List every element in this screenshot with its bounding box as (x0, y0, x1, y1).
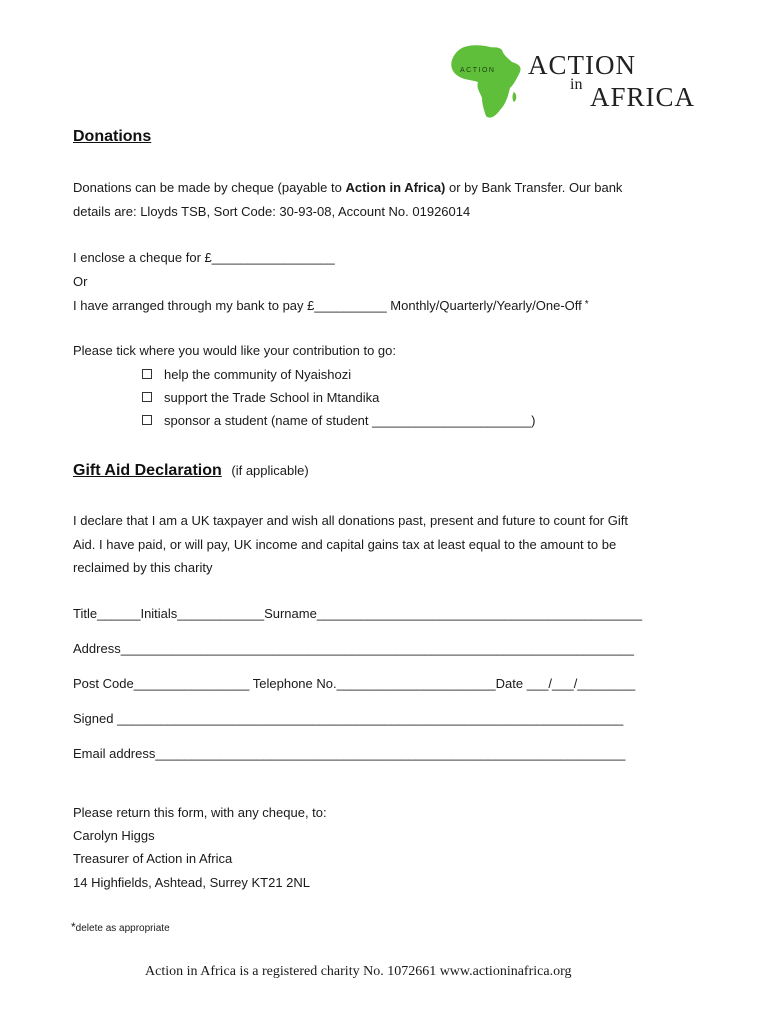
donations-bank-details: details are: Lloyds TSB, Sort Code: 30-93-08, Account No. 01926014 (73, 204, 471, 219)
checkbox-sponsor-student[interactable] (142, 415, 152, 425)
footnote (71, 920, 170, 934)
return-name: Carolyn Higgs (73, 828, 155, 843)
bank-transfer-text: I have arranged through my bank to pay £__________ Monthly/Quarterly/Yearly/One-Off (73, 298, 582, 313)
logo-line1: ACTION (528, 50, 636, 80)
return-instructions: Please return this form, with any cheque, to: (73, 805, 327, 820)
or-text: Or (73, 274, 88, 289)
checkbox-nyaishozi[interactable] (142, 369, 152, 379)
return-address: 14 Highfields, Ashtead, Surrey KT21 2NL (73, 875, 311, 890)
donations-intro-bold: Action in Africa) (345, 180, 446, 195)
africa-map-icon (448, 42, 526, 122)
footnote-text: delete as appropriate (75, 923, 170, 934)
return-role: Treasurer of Action in Africa (73, 851, 233, 866)
option-label: support the Trade School in Mtandika (164, 390, 380, 405)
postcode-phone-date-field[interactable]: Post Code________________ Telephone No.______________________Date ___/___/________ (73, 676, 636, 691)
email-field[interactable]: Email address_________________________________________________________________ (73, 746, 626, 761)
option-trade-school[interactable] (142, 390, 379, 406)
title-initials-surname-field[interactable]: Title______Initials____________Surname_____________________________________________ (73, 606, 643, 621)
charity-footer: Action in Africa is a registered charity No. 1072661 www.actioninafrica.org (145, 964, 572, 979)
gift-aid-heading: Gift Aid Declaration (73, 462, 222, 479)
option-label: help the community of Nyaishozi (164, 367, 352, 382)
footnote-asterisk: * (71, 920, 76, 934)
checkbox-trade-school[interactable] (142, 392, 152, 402)
bank-asterisk: * (584, 299, 589, 310)
donations-intro (73, 180, 622, 196)
cheque-line: I enclose a cheque for £_________________ (73, 250, 335, 265)
address-field[interactable]: Address_______________________________________________________________________ (73, 641, 635, 656)
declaration-line3: reclaimed by this charity (73, 560, 213, 575)
option-sponsor-student[interactable] (142, 413, 536, 429)
tick-intro: Please tick where you would like your contribution to go: (73, 343, 397, 358)
option-nyaishozi[interactable] (142, 367, 351, 383)
donations-intro-part1: Donations can be made by cheque (payable to (73, 180, 346, 195)
declaration-line1: I declare that I am a UK taxpayer and wish all donations past, present and future to count for Gift (73, 513, 628, 528)
logo-line2: AFRICA (590, 82, 696, 112)
declaration-line2: Aid. I have paid, or will pay, UK income and capital gains tax at least equal to the amount to be (73, 537, 617, 552)
gift-aid-heading-row (73, 462, 309, 480)
donations-heading: Donations (73, 128, 152, 145)
logo (448, 42, 718, 122)
logo-in: in (570, 76, 583, 93)
gift-aid-note: (if applicable) (231, 463, 309, 478)
option-label: sponsor a student (name of student ______________________) (164, 413, 536, 428)
bank-transfer-line (73, 297, 589, 314)
map-label: ACTION (460, 67, 496, 74)
donations-intro-part2: or by Bank Transfer. Our bank (445, 180, 623, 195)
signed-field[interactable]: Signed ______________________________________________________________________ (73, 711, 624, 726)
